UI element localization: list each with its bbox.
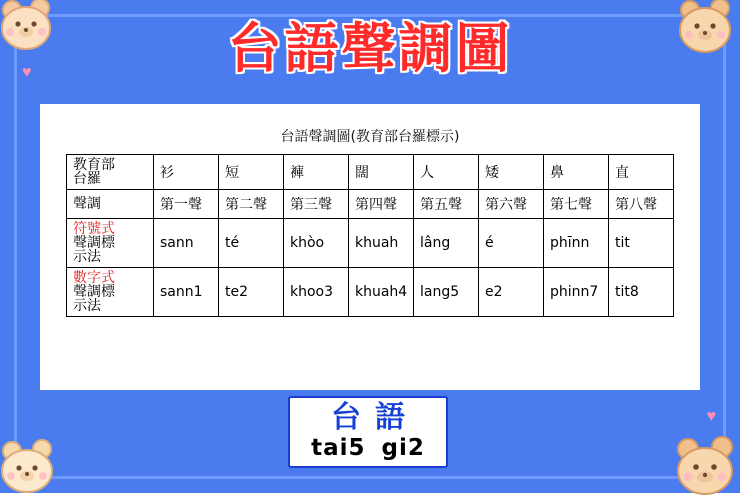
cell-diacritic-4: khuah <box>349 219 414 268</box>
badge-hanzi-2: 語 <box>375 400 419 435</box>
word-badge <box>288 396 448 468</box>
cell-tone-1: 第一聲 <box>154 190 219 219</box>
badge-roman-row <box>290 435 446 461</box>
table-row <box>67 190 674 219</box>
table-row <box>67 219 674 268</box>
table-caption: 台語聲調圖(教育部台羅標示) <box>280 129 460 145</box>
row-header-numeric <box>67 268 154 317</box>
cell-numeric-4: khuah4 <box>349 268 414 317</box>
row-header-line-1: 符號式 <box>73 221 115 237</box>
cell-tone-5: 第五聲 <box>414 190 479 219</box>
cell-tone-6: 第六聲 <box>479 190 544 219</box>
tone-chart-card <box>40 104 700 390</box>
table-row <box>67 155 674 190</box>
table-row <box>67 268 674 317</box>
cell-numeric-8: tit8 <box>609 268 674 317</box>
cell-diacritic-6: é <box>479 219 544 268</box>
cell-diacritic-3: khòo <box>284 219 349 268</box>
heart-icon-right: ♥ <box>706 408 716 425</box>
cell-hanzi-6: 矮 <box>479 155 544 190</box>
row-header-line-2: 聲調標 <box>73 284 115 300</box>
cell-hanzi-7: 鼻 <box>544 155 609 190</box>
cell-hanzi-8: 直 <box>609 155 674 190</box>
badge-hanzi-row <box>290 401 446 435</box>
row-header-diacritic <box>67 219 154 268</box>
page-title: 台語聲調圖 <box>227 17 513 80</box>
cell-numeric-3: khoo3 <box>284 268 349 317</box>
cell-diacritic-2: té <box>219 219 284 268</box>
row-header-tone: 聲調 <box>67 190 154 219</box>
cell-numeric-5: lang5 <box>414 268 479 317</box>
badge-roman-2: gi2 <box>381 435 425 461</box>
cell-numeric-2: te2 <box>219 268 284 317</box>
cell-hanzi-1: 衫 <box>154 155 219 190</box>
cell-tone-2: 第二聲 <box>219 190 284 219</box>
heart-icon-top-left: ♥ <box>22 64 32 81</box>
row-header-line-3: 示法 <box>73 249 101 265</box>
badge-roman-1: tai5 <box>311 435 366 461</box>
cell-tone-4: 第四聲 <box>349 190 414 219</box>
cell-tone-3: 第三聲 <box>284 190 349 219</box>
tone-table <box>66 154 674 317</box>
cell-hanzi-4: 闊 <box>349 155 414 190</box>
cell-tone-8: 第八聲 <box>609 190 674 219</box>
cell-numeric-1: sann1 <box>154 268 219 317</box>
cell-diacritic-7: phīnn <box>544 219 609 268</box>
cell-tone-7: 第七聲 <box>544 190 609 219</box>
cell-diacritic-8: tit <box>609 219 674 268</box>
cell-hanzi-2: 短 <box>219 155 284 190</box>
cell-hanzi-3: 褲 <box>284 155 349 190</box>
badge-hanzi-1: 台 <box>331 400 375 435</box>
cell-numeric-7: phinn7 <box>544 268 609 317</box>
cell-hanzi-5: 人 <box>414 155 479 190</box>
row-header-line-2: 台羅 <box>73 171 101 187</box>
row-header-line-3: 示法 <box>73 298 101 314</box>
row-header-line-1: 數字式 <box>73 270 115 286</box>
row-header-line-1: 教育部 <box>73 157 115 173</box>
cell-diacritic-5: lâng <box>414 219 479 268</box>
row-header-tailo <box>67 155 154 190</box>
row-header-line-2: 聲調標 <box>73 235 115 251</box>
cell-diacritic-1: sann <box>154 219 219 268</box>
cell-numeric-6: e2 <box>479 268 544 317</box>
